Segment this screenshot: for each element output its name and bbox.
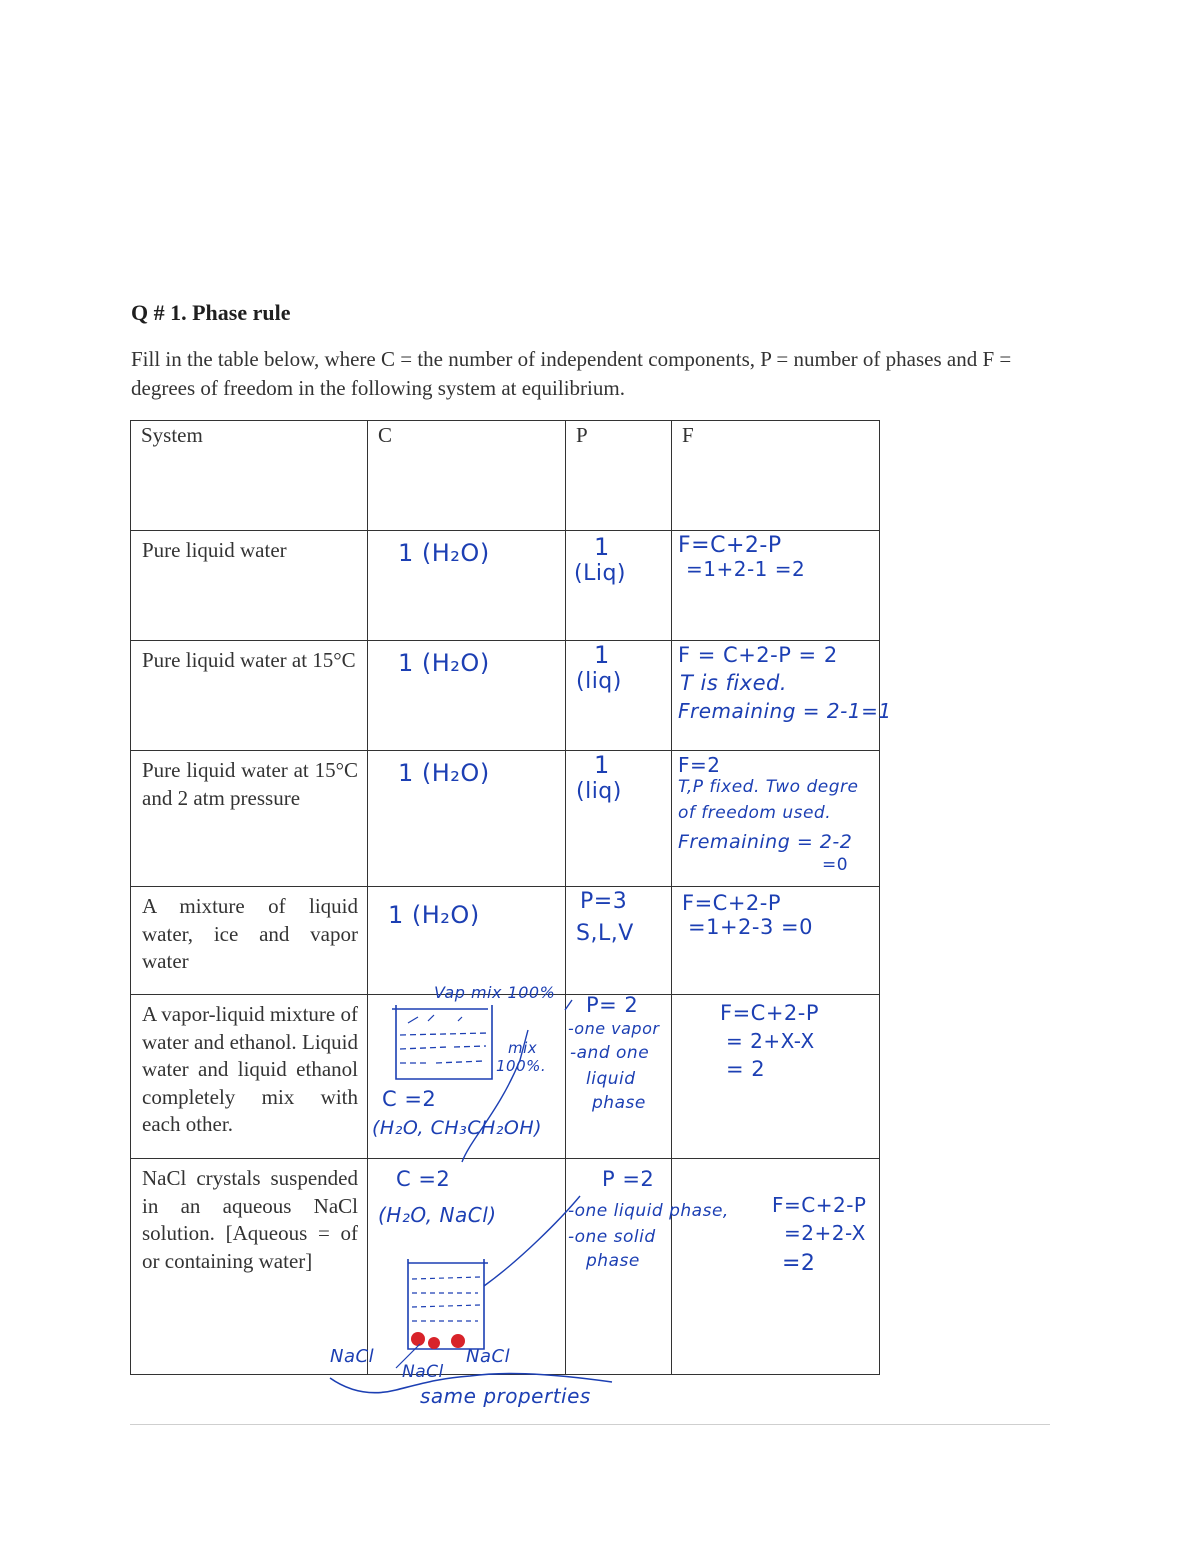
handwritten-f: F=C+2-P (772, 1193, 867, 1217)
system-text: NaCl crystals suspended in an aqueous NaCl solution. [Aqueous = of or containing water] (142, 1166, 358, 1273)
handwritten-p: P= 2 (586, 993, 639, 1017)
handwritten-c: 1 (H₂O) (398, 649, 490, 677)
handwritten-f: =0 (822, 855, 849, 875)
handwritten-p: phase (592, 1093, 646, 1113)
handwritten-f: Fremaining = 2-2 (678, 831, 853, 853)
handwritten-c: 1 (H₂O) (398, 759, 490, 787)
handwritten-c: (H₂O, NaCl) (378, 1203, 497, 1227)
handwritten-p: (Liq) (574, 561, 626, 586)
handwritten-c: 1 (H₂O) (388, 901, 480, 929)
handwritten-f: T is fixed. (680, 671, 788, 695)
system-text: Pure liquid water at 15°C (142, 648, 356, 672)
header-label: C (378, 423, 393, 447)
handwritten-p: (liq) (576, 779, 622, 804)
system-text: A vapor-liquid mixture of water and ethanol. Liquid water and liquid ethanol completely mix with each other. (142, 1002, 358, 1136)
handwritten-p: phase (586, 1251, 640, 1271)
handwritten-c: C =2 (396, 1167, 451, 1191)
system-text: Pure liquid water at 15°C and 2 atm pressure (142, 758, 358, 810)
header-label: F (682, 423, 694, 447)
handwritten-p: -one liquid phase, (568, 1201, 729, 1221)
system-text: A mixture of liquid water, ice and vapor water (142, 894, 358, 973)
handwritten-f: F = C+2-P = 2 (678, 643, 838, 667)
handwritten-c: Vap mix 100% (434, 983, 556, 1002)
system-text: Pure liquid water (142, 538, 287, 562)
handwritten-c: C =2 (382, 1087, 437, 1111)
handwritten-p: (liq) (576, 669, 622, 694)
handwritten-f: =2 (782, 1251, 816, 1276)
handwritten-f: =2+2-X (784, 1221, 866, 1245)
page-divider (130, 1424, 1050, 1425)
question-title: Q # 1. Phase rule (131, 300, 291, 325)
header-label: System (141, 423, 203, 447)
annotation-nacl: NaCl (466, 1346, 511, 1367)
handwritten-c: 100%. (496, 1057, 547, 1075)
handwritten-p: S,L,V (576, 921, 634, 946)
handwritten-f: = 2 (726, 1057, 766, 1081)
handwritten-p: -one vapor (568, 1019, 660, 1038)
instructions: Fill in the table below, where C = the number of independent components, P = number of phases and F = degrees of freedom in the following system at equilibrium. (131, 347, 1012, 400)
handwritten-p: 1 (594, 751, 610, 779)
handwritten-p: P =2 (602, 1167, 655, 1191)
handwritten-p: liquid (586, 1069, 636, 1089)
handwritten-f: of freedom used. (678, 803, 832, 823)
handwritten-f: = 2+X-X (726, 1029, 815, 1053)
handwritten-p: 1 (594, 533, 610, 561)
handwritten-c: 1 (H₂O) (398, 539, 490, 567)
header-label: P (576, 423, 588, 447)
handwritten-p: P=3 (580, 889, 628, 914)
handwritten-c: (H₂O, CH₃CH₂OH) (372, 1117, 543, 1139)
handwritten-f: F=C+2-P (682, 891, 782, 915)
handwritten-f: =1+2-1 =2 (686, 557, 806, 581)
handwritten-f: T,P fixed. Two degre (678, 777, 859, 797)
handwritten-p: -one solid (568, 1227, 656, 1247)
handwritten-p: 1 (594, 641, 610, 669)
handwritten-f: Fremaining = 2-1=1 (678, 699, 892, 723)
handwritten-f: =1+2-3 =0 (688, 915, 813, 939)
handwritten-f: F=2 (678, 753, 721, 777)
annotation-nacl: NaCl (330, 1346, 375, 1367)
annotation-nacl: NaCl (402, 1362, 444, 1382)
annotation-same-properties: same properties (420, 1384, 591, 1408)
handwritten-p: -and one (570, 1043, 650, 1063)
handwritten-f: F=C+2-P (720, 1001, 820, 1025)
handwritten-c: mix (508, 1039, 538, 1057)
handwritten-f: F=C+2-P (678, 533, 782, 558)
